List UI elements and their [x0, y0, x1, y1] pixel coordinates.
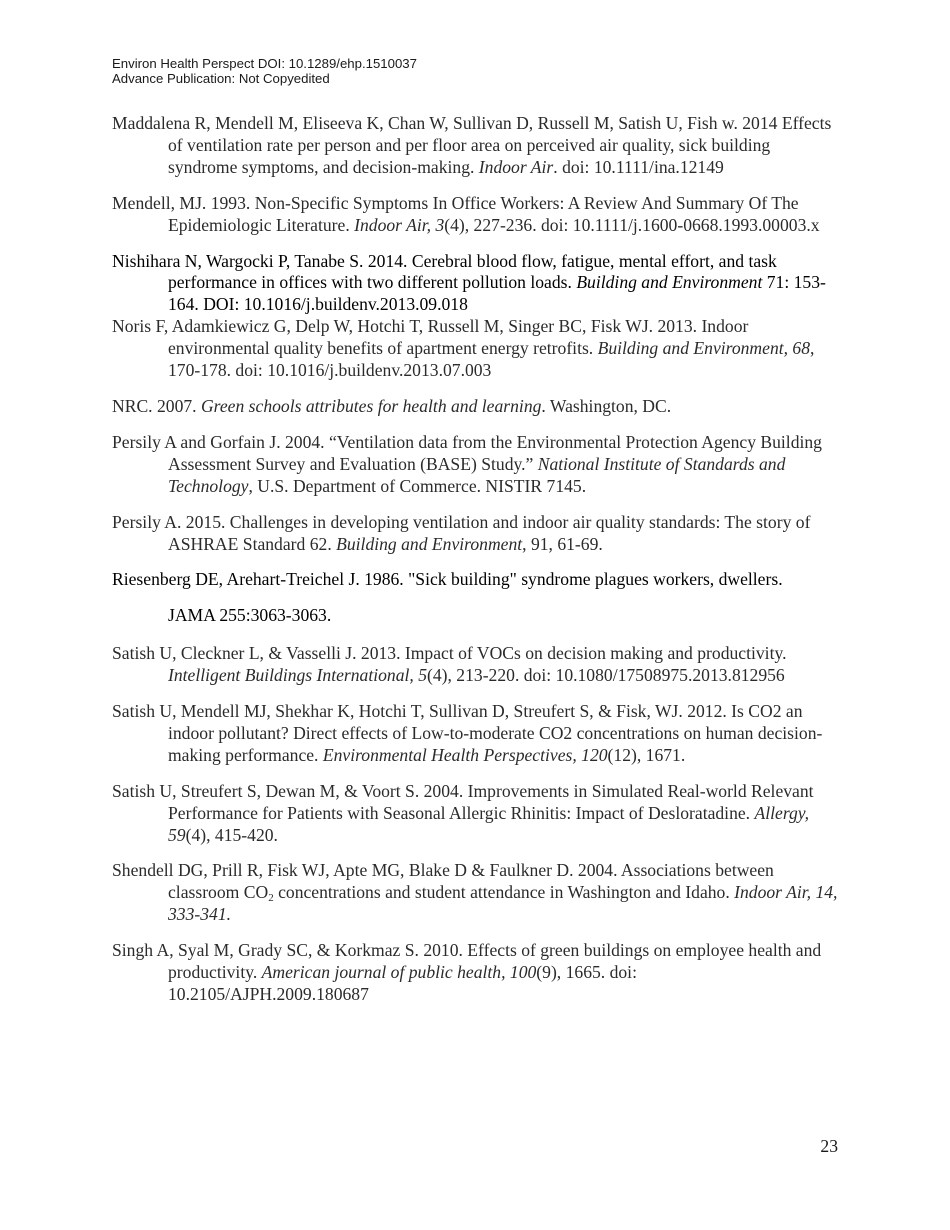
- reference-item: Satish U, Streufert S, Dewan M, & Voort S. 2004. Improvements in Simulated Real-world Relevant Performance for Patients with Seasonal Allergic Rhinitis: Impact of Desloratadine. Allergy, 59(4), 415-420.: [112, 780, 814, 845]
- reference-list: [112, 113, 840, 1020]
- running-header: [112, 56, 417, 86]
- reference-item: Satish U, Cleckner L, & Vasselli J. 2013. Impact of VOCs on decision making and productivity. Intelligent Buildings International, 5(4), 213-220. doi: 10.1080/17508975.2013.812956: [112, 643, 787, 686]
- header-doi-line: Environ Health Perspect DOI: 10.1289/ehp.1510037: [112, 56, 417, 71]
- reference-continuation: JAMA 255:3063-3063.: [168, 605, 332, 626]
- reference-item: Nishihara N, Wargocki P, Tanabe S. 2014. Cerebral blood flow, fatigue, mental effort, and task performance in offices with two different pollution loads. Building and Environment 71: 153-164. DOI: 10.1016/j.buildenv.2013.09.018: [112, 250, 826, 315]
- reference-item: Persily A and Gorfain J. 2004. “Ventilation data from the Environmental Protection Agency Building Assessment Survey and Evaluation (BASE) Study.” National Institute of Standards and Technology, U.S. Department of Commerce. NISTIR 7145.: [112, 431, 822, 496]
- reference-item: Riesenberg DE, Arehart-Treichel J. 1986. "Sick building" syndrome plagues workers, dwellers.: [112, 569, 783, 590]
- reference-item: Mendell, MJ. 1993. Non-Specific Symptoms In Office Workers: A Review And Summary Of The Epidemiologic Literature. Indoor Air, 3(4), 227-236. doi: 10.1111/j.1600-0668.1993.00003.x: [112, 192, 820, 235]
- reference-item: Noris F, Adamkiewicz G, Delp W, Hotchi T, Russell M, Singer BC, Fisk WJ. 2013. Indoor environmental quality benefits of apartment energy retrofits. Building and Environment, 68, 170-178. doi: 10.1016/j.buildenv.2013.07.003: [112, 316, 815, 381]
- page-number: 23: [820, 1136, 838, 1156]
- header-status-line: Advance Publication: Not Copyedited: [112, 71, 330, 86]
- reference-item: Maddalena R, Mendell M, Eliseeva K, Chan W, Sullivan D, Russell M, Satish U, Fish w. 2014 Effects of ventilation rate per person and per floor area on perceived air quality, sick building syndrome symptoms, and decision-making. Indoor Air. doi: 10.1111/ina.12149: [112, 113, 832, 177]
- reference-item: Singh A, Syal M, Grady SC, & Korkmaz S. 2010. Effects of green buildings on employee health and productivity. American journal of public health, 100(9), 1665. doi: 10.2105/AJPH.2009.180687: [112, 940, 822, 1004]
- reference-item: Persily A. 2015. Challenges in developing ventilation and indoor air quality standards: The story of ASHRAE Standard 62. Building and Environment, 91, 61-69.: [112, 511, 811, 554]
- reference-item: Shendell DG, Prill R, Fisk WJ, Apte MG, Blake D & Faulkner D. 2004. Associations between classroom $CO_2$ concentrations and student attendance in Washington and Idaho. Indoor Air, 14, 333-341.: [112, 860, 838, 925]
- reference-item: Satish U, Mendell MJ, Shekhar K, Hotchi T, Sullivan D, Streufert S, & Fisk, WJ. 2012. Is CO2 an indoor pollutant? Direct effects of Low-to-moderate CO2 concentrations on human decision-making performance. Environmental Health Perspectives, 120(12), 1671.: [112, 701, 823, 765]
- reference-item: NRC. 2007. Green schools attributes for health and learning. Washington, DC.: [112, 395, 672, 416]
